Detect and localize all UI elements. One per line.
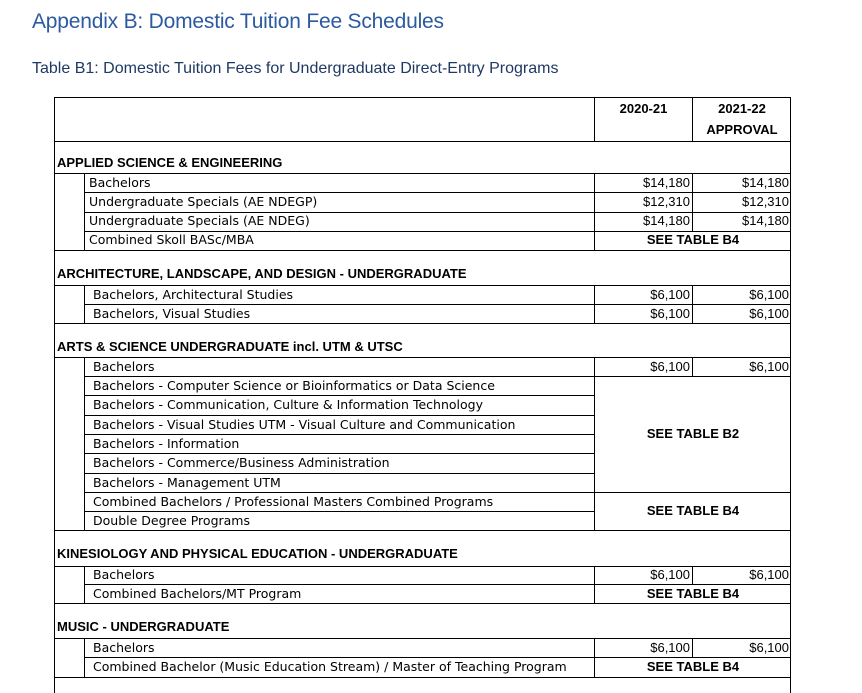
fee-2021-22: $6,100 [749, 640, 789, 655]
row-label: Bachelors [93, 567, 155, 582]
row-label: Combined Bachelors/MT Program [93, 586, 302, 601]
row-label: Bachelors, Visual Studies [93, 306, 251, 321]
fee-2020-21: $14,180 [643, 213, 690, 228]
see-table-note: SEE TABLE B4 [646, 232, 740, 247]
see-table-note: SEE TABLE B4 [646, 586, 740, 601]
appendix-title: Appendix B: Domestic Tuition Fee Schedules [32, 10, 444, 33]
row-label: Combined Skoll BASc/MBA [89, 232, 254, 247]
see-table-b2-note: SEE TABLE B2 [646, 426, 740, 441]
fee-2021-22: $14,180 [742, 213, 789, 228]
fee-2020-21: $6,100 [650, 640, 690, 655]
row-label: Bachelors [93, 640, 155, 655]
fee-2021-22: $6,100 [749, 359, 789, 374]
fee-2020-21: $6,100 [650, 287, 690, 302]
fee-2021-22: $6,100 [749, 306, 789, 321]
row-label: Bachelors - Commerce/Business Administration [93, 455, 390, 470]
row-label: Bachelors - Visual Studies UTM - Visual Culture and Communication [93, 417, 516, 432]
column-header-approval: APPROVAL [706, 122, 778, 137]
row-label: Bachelors, Architectural Studies [93, 287, 294, 302]
row-label: Bachelors - Communication, Culture & Information Technology [93, 397, 483, 412]
section-heading-architecture: ARCHITECTURE, LANDSCAPE, AND DESIGN - UNDERGRADUATE [57, 266, 467, 281]
column-header-2020-21: 2020-21 [619, 101, 668, 116]
row-label: Bachelors - Information [93, 436, 240, 451]
table-title: Table B1: Domestic Tuition Fees for Undergraduate Direct-Entry Programs [32, 60, 559, 77]
fee-2021-22: $6,100 [749, 567, 789, 582]
section-heading-kinesiology: KINESIOLOGY AND PHYSICAL EDUCATION - UNDERGRADUATE [57, 546, 458, 561]
section-heading-applied-science: APPLIED SCIENCE & ENGINEERING [57, 155, 283, 170]
fee-2020-21: $14,180 [643, 175, 690, 190]
row-label: Double Degree Programs [93, 513, 250, 528]
row-label: Combined Bachelors / Professional Masters Combined Programs [93, 494, 494, 509]
section-heading-music: MUSIC - UNDERGRADUATE [57, 619, 230, 634]
column-header-2021-22: 2021-22 [718, 101, 766, 116]
row-label: Bachelors - Management UTM [93, 475, 281, 490]
fee-2020-21: $6,100 [650, 306, 690, 321]
row-label: Bachelors - Computer Science or Bioinformatics or Data Science [93, 378, 495, 393]
fee-2020-21: $6,100 [650, 567, 690, 582]
row-label: Bachelors [89, 175, 151, 190]
see-table-note: SEE TABLE B4 [646, 659, 740, 674]
fee-2020-21: $6,100 [650, 359, 690, 374]
row-label: Undergraduate Specials (AE NDEG) [89, 213, 310, 228]
row-label: Bachelors [93, 359, 155, 374]
row-label: Combined Bachelor (Music Education Stream) / Master of Teaching Program [93, 659, 567, 674]
section-heading-arts-science: ARTS & SCIENCE UNDERGRADUATE incl. UTM & UTSC [57, 339, 403, 354]
fee-2021-22: $14,180 [742, 175, 789, 190]
row-label: Undergraduate Specials (AE NDEGP) [89, 194, 318, 209]
see-table-b4-note: SEE TABLE B4 [646, 503, 740, 518]
fee-2021-22: $6,100 [749, 287, 789, 302]
fee-2020-21: $12,310 [643, 194, 690, 209]
fee-2021-22: $12,310 [742, 194, 789, 209]
